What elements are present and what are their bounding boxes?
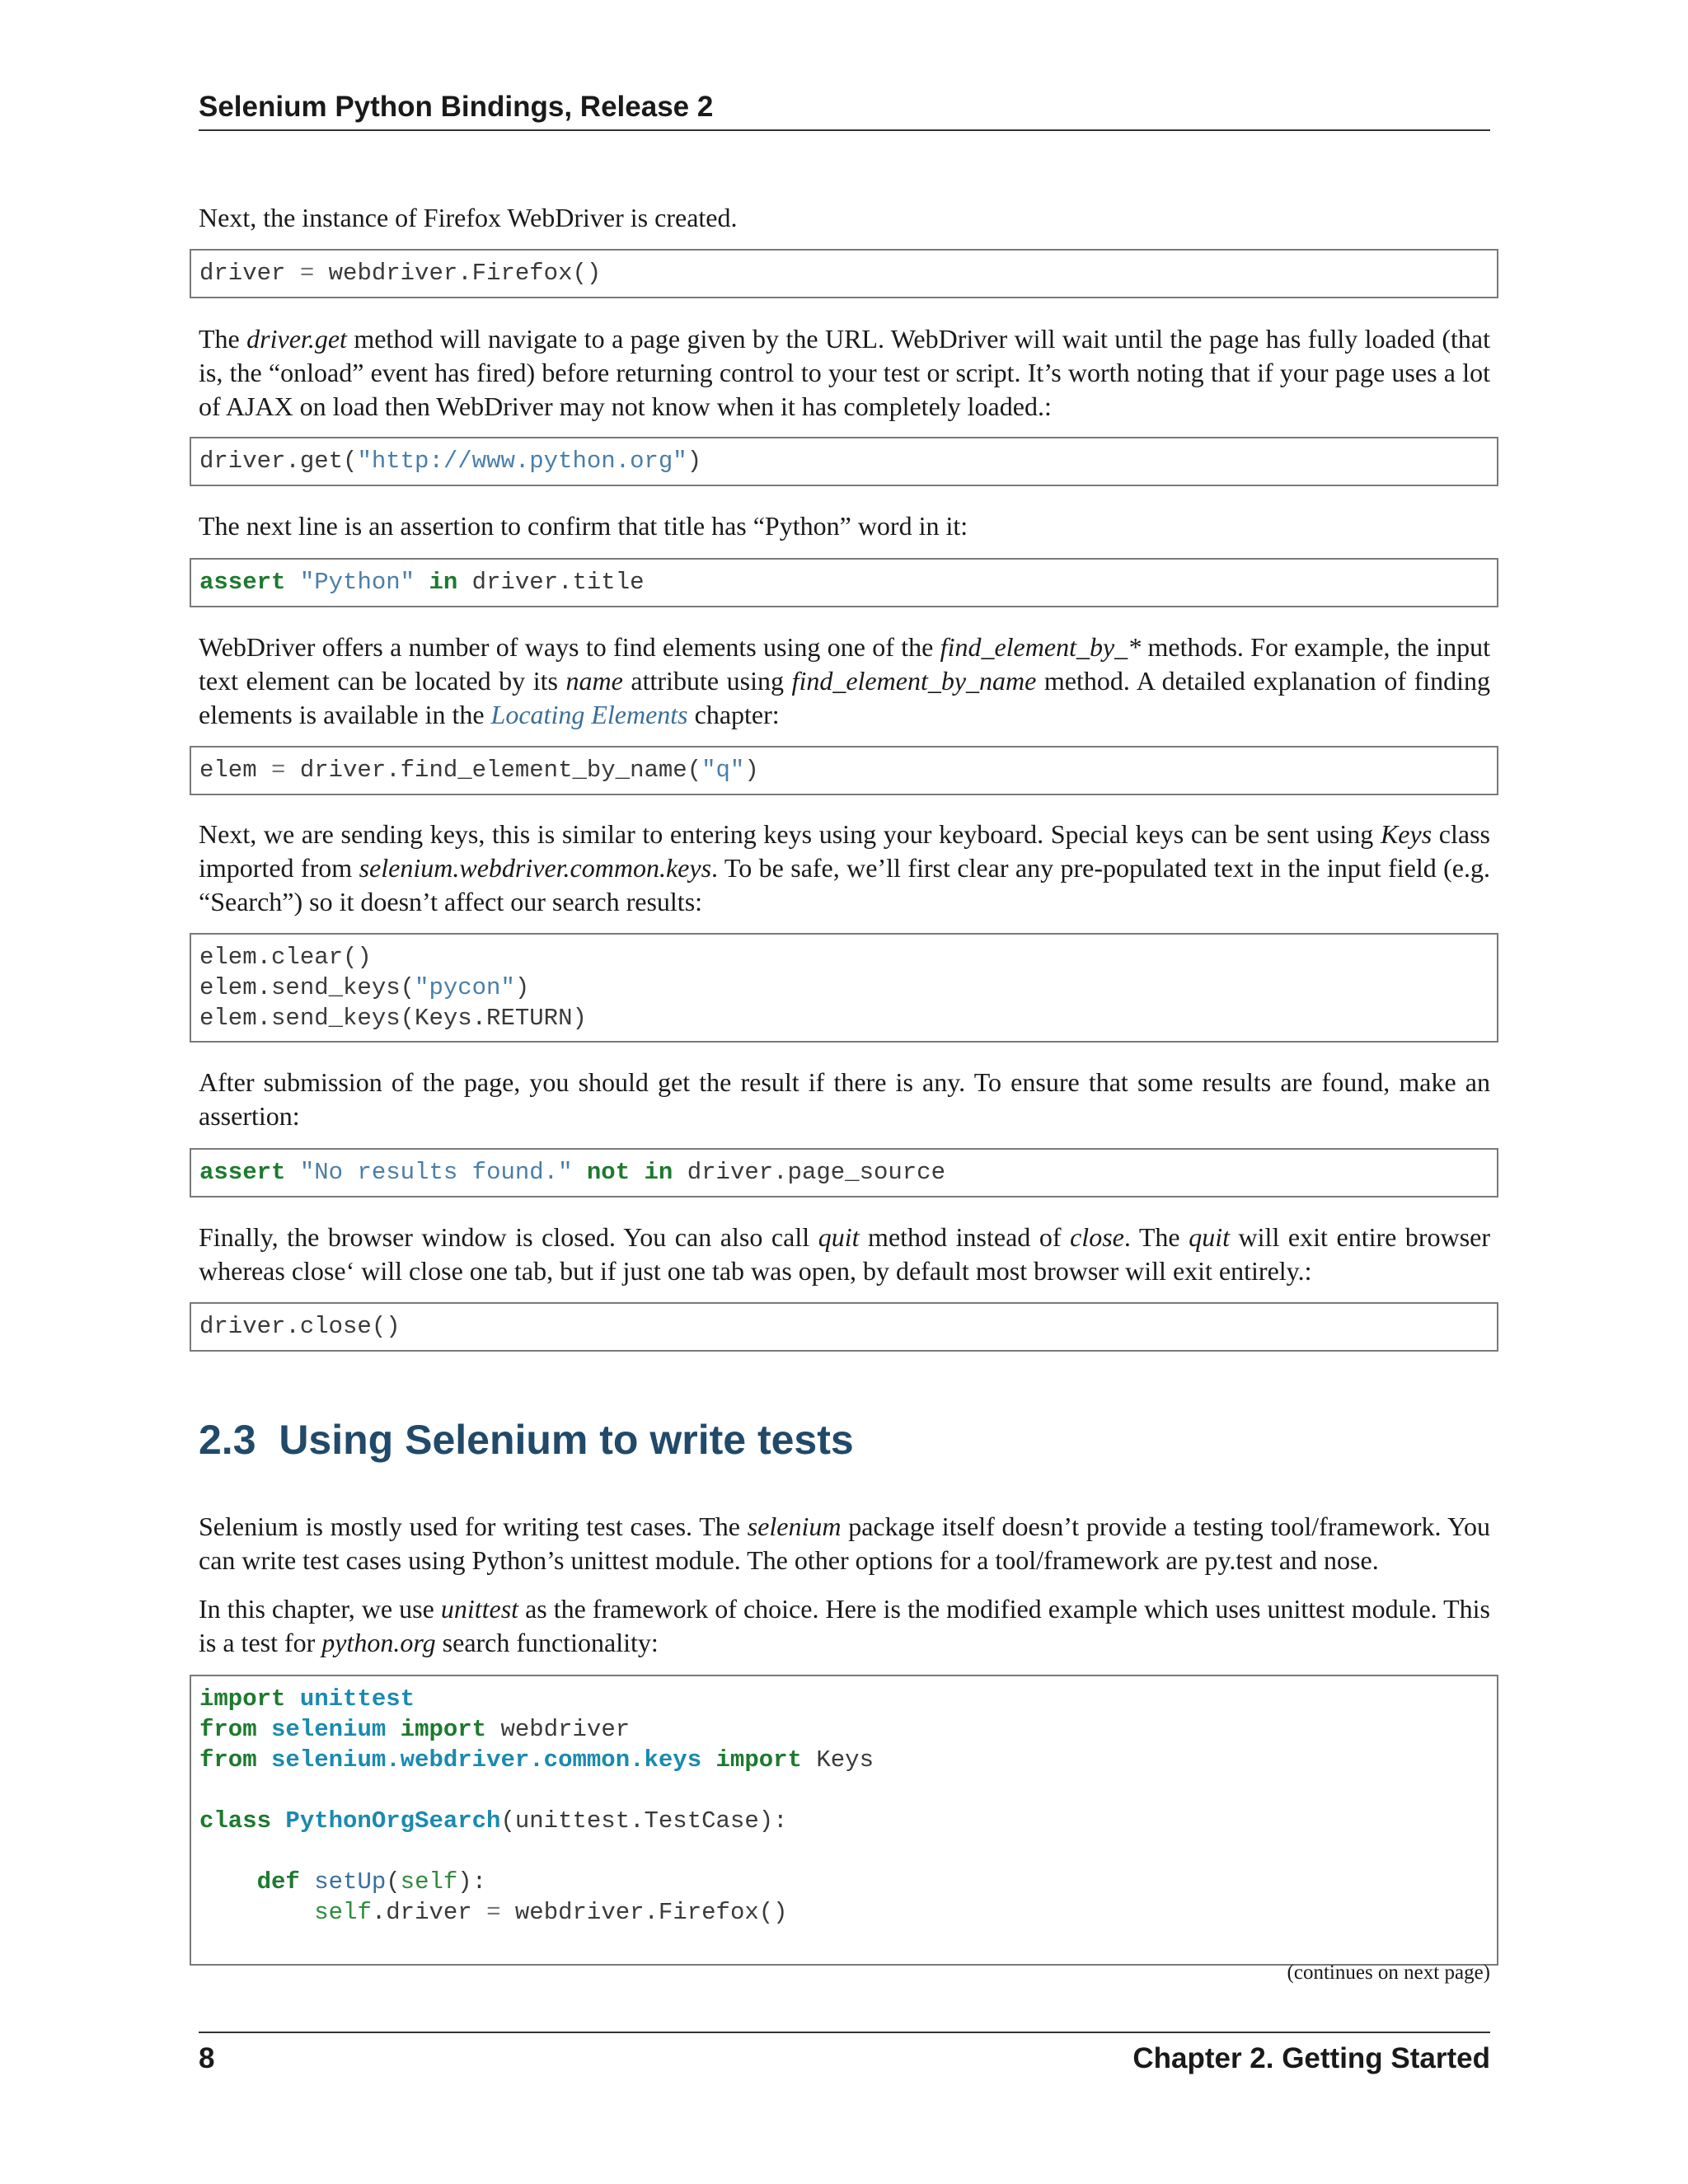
code-token: driver.find_element_by_name( bbox=[285, 757, 702, 784]
paragraph-text: . The bbox=[1123, 1222, 1189, 1252]
paragraph-find-elements bbox=[199, 630, 1490, 732]
code-string: "pycon" bbox=[415, 974, 515, 1001]
code-keyword: assert bbox=[199, 1159, 286, 1186]
section-heading bbox=[199, 1416, 854, 1464]
paragraph-assertion bbox=[199, 509, 1490, 543]
code-token: Keys bbox=[801, 1746, 874, 1774]
inline-emphasis: selenium bbox=[747, 1511, 842, 1541]
page-number: 8 bbox=[199, 2042, 215, 2074]
paragraph-text: chapter: bbox=[687, 700, 780, 729]
code-token: .driver bbox=[371, 1899, 487, 1926]
code-block-unittest-example[interactable] bbox=[190, 1675, 1498, 1966]
paragraph-text: method will navigate to a page given by the URL. WebDriver will wait until the page has fully loaded (that is, the “onload” event has fired) before returning control to your test or script. It’s worth noting that if your page uses a lot of AJAX on load then WebDriver may not know when it has completely loaded.: bbox=[199, 324, 1491, 421]
paragraph-text: will exit entire browser whereas close‘ will close one tab, but if just one tab was open, by default most browser will exit entirely.: bbox=[199, 1222, 1490, 1286]
locating-elements-link[interactable]: Locating Elements bbox=[490, 700, 688, 729]
code-class-name: PythonOrgSearch bbox=[285, 1807, 501, 1835]
paragraph-text: The next line is an assertion to confirm that title has “Python” word in it: bbox=[199, 511, 968, 541]
paragraph-text: The bbox=[199, 324, 247, 354]
code-token: ) bbox=[744, 757, 759, 784]
continues-note: (continues on next page) bbox=[1287, 1961, 1490, 1984]
code-keyword: from bbox=[199, 1716, 257, 1743]
section-number: 2.3 bbox=[199, 1417, 256, 1463]
code-block-find-element[interactable] bbox=[190, 746, 1498, 795]
code-module: selenium bbox=[271, 1716, 387, 1743]
code-block-driver-close[interactable] bbox=[190, 1302, 1498, 1352]
code-line: elem.send_keys(Keys.RETURN) bbox=[199, 1005, 587, 1032]
paragraph-submission bbox=[199, 1066, 1490, 1133]
paragraph-text: search functionality: bbox=[435, 1628, 659, 1657]
code-token: driver.title bbox=[457, 569, 645, 596]
inline-emphasis: Keys bbox=[1380, 819, 1432, 849]
code-token: webdriver.Firefox() bbox=[314, 260, 602, 287]
code-keyword: import bbox=[199, 1685, 286, 1713]
inline-emphasis: close bbox=[1070, 1222, 1124, 1252]
code-function-name: setUp bbox=[314, 1868, 387, 1896]
code-keyword: assert bbox=[199, 569, 286, 596]
code-operator: = bbox=[299, 260, 315, 287]
paragraph-text: After submission of the page, you should get the result if there is any. To ensure that some results are found, make an assertion: bbox=[199, 1067, 1490, 1131]
paragraph-text: Finally, the browser window is closed. You can also call bbox=[199, 1222, 818, 1252]
inline-emphasis: find_element_by_* bbox=[940, 632, 1142, 662]
code-token: elem.send_keys( bbox=[199, 974, 415, 1001]
code-module: unittest bbox=[299, 1685, 415, 1713]
paragraph-send-keys bbox=[199, 818, 1490, 919]
paragraph-text: method instead of bbox=[859, 1222, 1071, 1252]
paragraph-text: Next, we are sending keys, this is similar to entering keys using your keyboard. Special keys can be sent using bbox=[199, 819, 1381, 849]
code-self: self bbox=[400, 1868, 458, 1896]
paragraph-text: In this chapter, we use bbox=[199, 1594, 441, 1624]
code-keyword: in bbox=[644, 1159, 673, 1186]
code-string: "http://www.python.org" bbox=[357, 448, 687, 475]
code-keyword: import bbox=[400, 1716, 487, 1743]
paragraph-text: WebDriver offers a number of ways to find elements using one of the bbox=[199, 632, 940, 662]
code-keyword: def bbox=[256, 1868, 300, 1896]
code-token: ): bbox=[457, 1868, 487, 1896]
paragraph-text: Selenium is mostly used for writing test cases. The bbox=[199, 1511, 748, 1541]
code-token: ) bbox=[687, 448, 702, 475]
paragraph-firefox-instance bbox=[199, 201, 1490, 235]
inline-emphasis: python.org bbox=[321, 1628, 436, 1657]
inline-emphasis: find_element_by_name bbox=[791, 666, 1037, 696]
paragraph-driver-get bbox=[199, 322, 1490, 424]
code-block-assert-results[interactable] bbox=[190, 1148, 1498, 1197]
inline-emphasis: unittest bbox=[440, 1594, 519, 1624]
inline-emphasis: quit bbox=[818, 1222, 860, 1252]
header-rule bbox=[199, 129, 1490, 131]
code-token: ( bbox=[386, 1868, 401, 1896]
code-keyword: in bbox=[429, 569, 458, 596]
code-string: "No results found." bbox=[299, 1159, 573, 1186]
code-module: selenium.webdriver.common.keys bbox=[271, 1746, 702, 1774]
paragraph-text: attribute using bbox=[622, 666, 792, 696]
code-keyword: from bbox=[199, 1746, 257, 1774]
paragraph-text: class imported from bbox=[199, 819, 1491, 883]
code-keyword: import bbox=[715, 1746, 802, 1774]
code-block-create-driver[interactable] bbox=[190, 249, 1498, 298]
code-token: webdriver.Firefox() bbox=[500, 1899, 788, 1926]
code-block-send-keys[interactable] bbox=[190, 933, 1498, 1043]
inline-emphasis: name bbox=[565, 666, 623, 696]
running-header: Selenium Python Bindings, Release 2 bbox=[199, 91, 714, 123]
paragraph-text: method. A detailed explanation of finding elements is available in the bbox=[199, 666, 1491, 729]
code-keyword: not bbox=[586, 1159, 631, 1186]
paragraph-text: as the framework of choice. Here is the modified example which uses unittest module. This is a test for bbox=[199, 1594, 1491, 1657]
code-token: (unittest.TestCase): bbox=[500, 1807, 788, 1835]
paragraph-close-browser bbox=[199, 1221, 1490, 1288]
code-string: "Python" bbox=[299, 569, 415, 596]
footer-rule bbox=[199, 2032, 1490, 2033]
code-string: "q" bbox=[701, 757, 745, 784]
code-block-driver-get[interactable] bbox=[190, 437, 1498, 486]
code-operator: = bbox=[271, 757, 286, 784]
code-keyword: class bbox=[199, 1807, 272, 1835]
code-token: ) bbox=[514, 974, 530, 1001]
paragraph-text: methods. For example, the input text element can be located by its bbox=[199, 632, 1491, 696]
code-line: driver.close() bbox=[199, 1313, 401, 1340]
paragraph-text: . To be safe, we’ll first clear any pre-populated text in the input field (e.g. “Search”) so it doesn’t affect our search results: bbox=[199, 853, 1491, 916]
code-block-assert-title[interactable] bbox=[190, 558, 1498, 607]
paragraph-selenium-tests bbox=[199, 1510, 1490, 1577]
code-operator: = bbox=[486, 1899, 501, 1926]
code-token: driver.get( bbox=[199, 448, 358, 475]
inline-emphasis: quit bbox=[1189, 1222, 1230, 1252]
code-token: driver.page_source bbox=[673, 1159, 945, 1186]
section-title: Using Selenium to write tests bbox=[279, 1417, 854, 1463]
inline-emphasis: selenium.webdriver.common.keys bbox=[359, 853, 712, 883]
paragraph-unittest bbox=[199, 1592, 1490, 1660]
paragraph-text: package itself doesn’t provide a testing tool/framework. You can write test cases using Python’s unittest module. The other options for a tool/framework are py.test and nose. bbox=[199, 1511, 1491, 1575]
code-token: elem bbox=[199, 757, 272, 784]
code-token: driver bbox=[199, 260, 300, 287]
code-token: webdriver bbox=[486, 1716, 631, 1743]
paragraph-text: Next, the instance of Firefox WebDriver is created. bbox=[199, 203, 738, 232]
code-self: self bbox=[314, 1899, 372, 1926]
code-line: elem.clear() bbox=[199, 944, 372, 971]
chapter-title: Chapter 2. Getting Started bbox=[1132, 2042, 1490, 2074]
inline-emphasis: driver.get bbox=[246, 324, 347, 354]
